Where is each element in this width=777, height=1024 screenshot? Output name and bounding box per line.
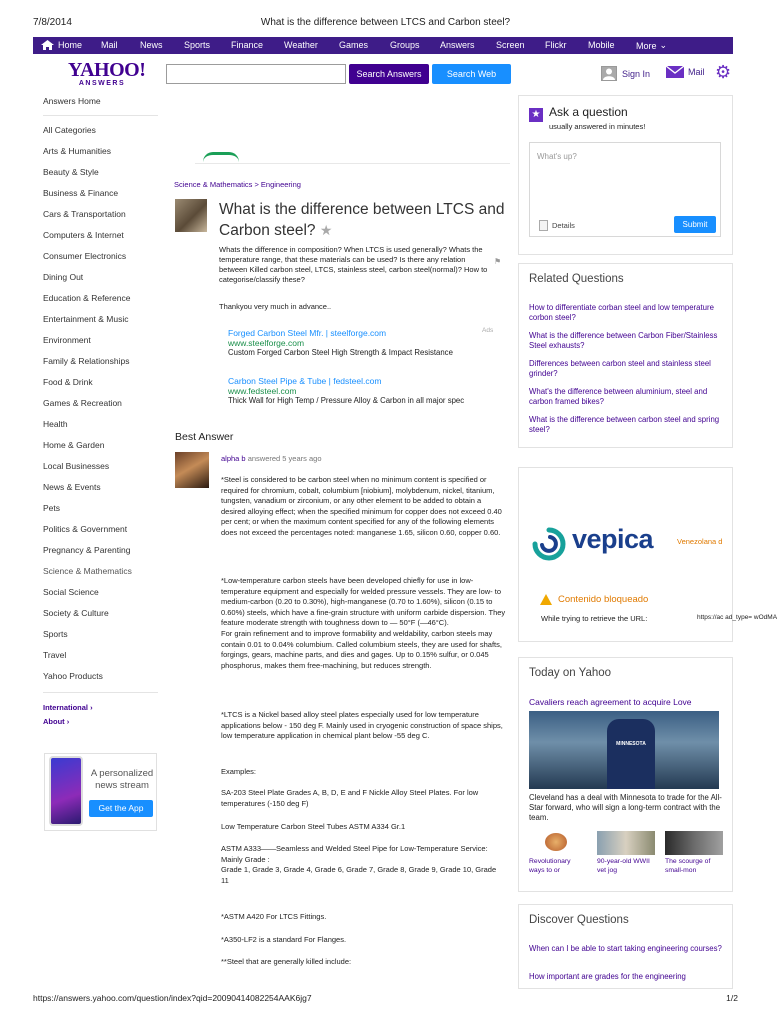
international-label: International	[43, 703, 89, 712]
discover-question-link[interactable]: When can I be able to start taking engineering courses?	[529, 944, 722, 953]
answerer-avatar[interactable]	[175, 452, 209, 488]
top-nav-bar	[33, 37, 733, 54]
get-app-button[interactable]: Get the App	[89, 800, 153, 817]
ask-sub: usually answered in minutes!	[549, 122, 646, 131]
answer-time: answered 5 years ago	[247, 454, 322, 463]
sign-in-label: Sign In	[622, 68, 651, 79]
warning-icon	[540, 594, 552, 605]
print-footer	[33, 993, 738, 1003]
mail-link[interactable]	[666, 66, 705, 78]
ad-title[interactable]: Carbon Steel Pipe & Tube | fedsteel.com	[228, 376, 382, 386]
sidebar-category[interactable]: Home & Garden	[43, 440, 105, 450]
nav-mail[interactable]: Mail	[101, 40, 118, 50]
sidebar-category[interactable]: Politics & Government	[43, 524, 128, 534]
vepica-tagline: Venezolana d	[677, 537, 723, 546]
sidebar-category[interactable]: Beauty & Style	[43, 167, 99, 177]
blocked-url: https://ac ad_type= wOdMA	[697, 614, 777, 621]
sidebar-category[interactable]: Entertainment & Music	[43, 314, 129, 324]
phone-image	[49, 756, 83, 826]
user-icon	[601, 66, 617, 81]
international-link[interactable]: International ›	[43, 703, 93, 712]
sidebar-category[interactable]: Education & Reference	[43, 293, 131, 303]
thumb-caption[interactable]: The scourge of small-mon	[665, 858, 711, 874]
nav-news[interactable]: News	[140, 40, 163, 50]
nav-home-label: Home	[58, 40, 83, 50]
blocked-content	[540, 594, 648, 605]
ad-title[interactable]: Forged Carbon Steel Mfr. | steelforge.com	[228, 328, 387, 338]
nav-weather[interactable]: Weather	[284, 40, 318, 50]
blocked-note: While trying to retrieve the URL:	[541, 614, 648, 623]
sidebar-divider	[43, 692, 158, 693]
ad-url[interactable]: www.fedsteel.com	[228, 386, 297, 396]
answer-paragraph: *LTCS is a Nickel based alloy steel plates especially used for low temperature applications below - 150 deg F. Mainly used in cryogenic construction of space ships, low temperature application in chemical plant below -55 deg C.	[221, 710, 503, 741]
print-page-number: 1/2	[726, 993, 738, 1003]
discover-heading: Discover Questions	[529, 914, 629, 926]
answer-paragraph: *A350-LF2 is a standard For Flanges.	[221, 935, 347, 944]
jersey-text: MINNESOTA	[616, 741, 646, 747]
about-label: About	[43, 717, 65, 726]
question-title-text: What is the difference between LTCS and Carbon steel?	[219, 201, 505, 239]
promo-text: A personalized news stream	[90, 768, 154, 791]
sidebar-category[interactable]: Pets	[43, 503, 61, 513]
thumbnail[interactable]	[665, 831, 723, 855]
discover-question-link[interactable]: How important are grades for the engineering	[529, 972, 686, 981]
sidebar-divider	[43, 115, 158, 116]
nav-sports[interactable]: Sports	[184, 40, 211, 50]
sponsored-ad[interactable]	[228, 328, 498, 358]
question-body: Whats the difference in composition? When LTCS is used generally? Whats the temperature range, that these materials can be used? Is there any relation between Killed carbon steel, LTCS, stainless steel, carbon steel(normal)? How to categorise/classify these?	[219, 245, 488, 284]
vepica-brand: vepica	[572, 524, 654, 554]
print-title: What is the difference between LTCS and Carbon steel?	[260, 17, 511, 28]
today-image[interactable]	[529, 711, 719, 789]
divider	[195, 163, 510, 164]
sidebar-category[interactable]: Pregnancy & Parenting	[43, 545, 131, 555]
ask-heading: Ask a question	[549, 105, 628, 119]
related-question-link[interactable]: How to differentiate corban steel and low temperature corbon steel?	[529, 303, 714, 322]
nav-finance[interactable]: Finance	[231, 40, 264, 50]
nav-groups[interactable]: Groups	[390, 40, 420, 50]
partial-badge-icon	[203, 152, 239, 162]
asker-avatar[interactable]	[175, 199, 207, 232]
home-icon	[41, 40, 54, 50]
nav-mobile[interactable]: Mobile	[588, 40, 615, 50]
flag-icon[interactable]: ⚑	[494, 257, 502, 266]
sidebar-category[interactable]: Environment	[43, 335, 91, 345]
nav-screen[interactable]: Screen	[496, 40, 525, 50]
chevron-down-icon: ⌄	[659, 40, 668, 50]
nav-home[interactable]	[41, 40, 82, 50]
sidebar-category[interactable]: Yahoo Products	[43, 671, 103, 681]
search-input[interactable]	[166, 64, 346, 84]
answer-paragraph: *Steel is considered to be carbon steel when no minimum content is specified or required for chromium, cobalt, columbium [niobium], molybdenum, nickel, titanium, tungsten, vanadium or zirconium, or any other element to be added to obtain a desired alloying effect; when the specified minimum for copper does not exceed 0.40 per cent; or when the maximum content specified for any of the following elements does not exceed the percentages noted: manganese 1.65, silicon 0.60, copper 0.60.	[221, 475, 502, 537]
nav-flickr[interactable]: Flickr	[545, 40, 567, 50]
star-icon[interactable]: ★	[319, 222, 333, 238]
sidebar-category[interactable]: Society & Culture	[43, 608, 109, 618]
related-question-link[interactable]: Differences between carbon steel and stainless steel grinder?	[529, 359, 711, 378]
sidebar-category[interactable]: Business & Finance	[43, 188, 119, 198]
about-link[interactable]: About ›	[43, 717, 70, 726]
nav-more[interactable]	[636, 40, 667, 51]
vepica-logo-icon	[529, 524, 569, 564]
mail-label: Mail	[688, 67, 705, 77]
details-label: Details	[552, 221, 575, 230]
answer-paragraph: **Steel that are generally killed include:	[221, 957, 352, 966]
print-url: https://answers.yahoo.com/question/index?qid=20090414082254AAK6jg7	[33, 993, 312, 1003]
star-badge-icon: ★	[529, 108, 543, 122]
question-title	[219, 200, 509, 241]
sidebar-category[interactable]: Computers & Internet	[43, 230, 124, 240]
sidebar-category[interactable]: Health	[43, 419, 68, 429]
best-answer-heading: Best Answer	[175, 431, 234, 443]
today-heading: Today on Yahoo	[529, 667, 612, 679]
sidebar-category[interactable]: Arts & Humanities	[43, 146, 112, 156]
ads-label: Ads	[482, 327, 494, 334]
submit-button[interactable]: Submit	[674, 216, 716, 233]
answer-paragraph: *Low-temperature carbon steels have been developed chiefly for use in low-temperature equipment and especially for welded pressure vessels. They are low- to medium-carbon (0.20 to 0.30%), high-manganese (0.70 to 1.60%), silicon (0.15 to 0.60%) steels, which have a fine-grain structure with uniform carbide dispersion. They feature moderate strength with toughness down to — 50°F (—46°C). For grain refinement and to improve formability and weldability, carbon steels may contain 0.01 to 0.04% columbium. Called columbium steels, they are used for shafts, forgings, gears, machine parts, and dies and gages. Up to 0.15% sulfur, or 0.045 phosphorus, makes them free-machining, but reduces strength.	[221, 576, 506, 670]
answer-paragraph: Low Temperature Carbon Steel Tubes ASTM A334 Gr.1	[221, 822, 406, 831]
sidebar-answers-home[interactable]: Answers Home	[43, 96, 101, 106]
thumbnail[interactable]	[597, 831, 655, 855]
answer-paragraph: *ASTM A420 For LTCS Fittings.	[221, 912, 327, 921]
ad-desc: Custom Forged Carbon Steel High Strength & Impact Resistance	[228, 348, 453, 357]
sign-in-link[interactable]	[601, 66, 650, 81]
sidebar-category[interactable]: Travel	[43, 650, 67, 660]
nav-games[interactable]: Games	[339, 40, 369, 50]
print-header	[33, 17, 738, 29]
yahoo-answers-logo[interactable]	[68, 59, 146, 89]
answer-paragraph: ASTM A333——Seamless and Welded Steel Pipe for Low-Temperature Service: Mainly Grade : Grade 1, Grade 3, Grade 4, Grade 6, Grade 7, Grade 8, Grade 9, Grade 10, Grade 11	[221, 844, 497, 885]
logo-brand: YAHOO!	[68, 59, 146, 81]
answerer-name[interactable]: alpha b	[221, 454, 246, 463]
sidebar-category[interactable]: All Categories	[43, 125, 96, 135]
app-promo	[44, 753, 157, 831]
related-question-link[interactable]: What is the difference between carbon steel and spring steel?	[529, 415, 720, 434]
sidebar-category[interactable]: Dining Out	[43, 272, 84, 282]
breadcrumb[interactable]: Science & Mathematics > Engineering	[174, 180, 301, 189]
answer-meta	[221, 454, 322, 463]
sidebar-category[interactable]: Local Businesses	[43, 461, 110, 471]
related-question-link[interactable]: What's the difference between aluminium, steel and carbon framed bikes?	[529, 387, 708, 406]
mail-icon	[666, 66, 684, 78]
print-date: 7/8/2014	[33, 17, 72, 28]
sidebar-category[interactable]: News & Events	[43, 482, 101, 492]
nav-more-label: More	[636, 40, 657, 51]
nav-answers[interactable]: Answers	[440, 40, 475, 50]
thumbnail[interactable]	[529, 831, 587, 855]
sidebar-category[interactable]: Games & Recreation	[43, 398, 122, 408]
answer-paragraph: Examples:	[221, 767, 257, 776]
blocked-title: Contenido bloqueado	[558, 594, 649, 605]
answer-paragraph: SA-203 Steel Plate Grades A, B, D, E and F Nickle Alloy Steel Plates. For low temperatures (-150 deg F)	[221, 788, 479, 808]
related-heading: Related Questions	[529, 273, 624, 285]
logo-sub: ANSWERS	[78, 80, 126, 87]
sidebar-category[interactable]: Family & Relationships	[43, 356, 130, 366]
ad-url[interactable]: www.steelforge.com	[228, 338, 305, 348]
thumb-food	[545, 833, 567, 851]
ask-placeholder: What's up?	[537, 152, 577, 161]
today-desc: Cleveland has a deal with Minnesota to trade for the All-Star forward, who will sign a long-term contract with the team.	[529, 793, 722, 822]
search-answers-button[interactable]: Search Answers	[349, 64, 429, 84]
details-toggle[interactable]	[539, 220, 575, 231]
document-icon	[539, 220, 548, 231]
sponsored-ad[interactable]	[228, 376, 490, 406]
search-web-button[interactable]: Search Web	[432, 64, 511, 84]
question-thanks: Thankyou very much in advance..	[219, 302, 332, 311]
today-headline[interactable]: Cavaliers reach agreement to acquire Love	[529, 697, 692, 707]
gear-icon[interactable]: ⚙	[715, 62, 732, 82]
sidebar-category[interactable]: Cars & Transportation	[43, 209, 126, 219]
thumb-caption[interactable]: Revolutionary ways to or	[529, 858, 571, 874]
sidebar-category[interactable]: Food & Drink	[43, 377, 93, 387]
ad-desc: Thick Wall for High Temp / Pressure Alloy & Carbon in all major spec	[228, 396, 465, 405]
sidebar-category-active[interactable]: Science & Mathematics	[43, 566, 132, 576]
sidebar-category[interactable]: Consumer Electronics	[43, 251, 127, 261]
thumb-caption[interactable]: 90-year-old WWII vet jog	[597, 858, 650, 874]
related-question-link[interactable]: What is the difference between Carbon Fiber/Stainless Steel exhausts?	[529, 331, 718, 350]
sidebar-category[interactable]: Sports	[43, 629, 68, 639]
sidebar-category[interactable]: Social Science	[43, 587, 99, 597]
